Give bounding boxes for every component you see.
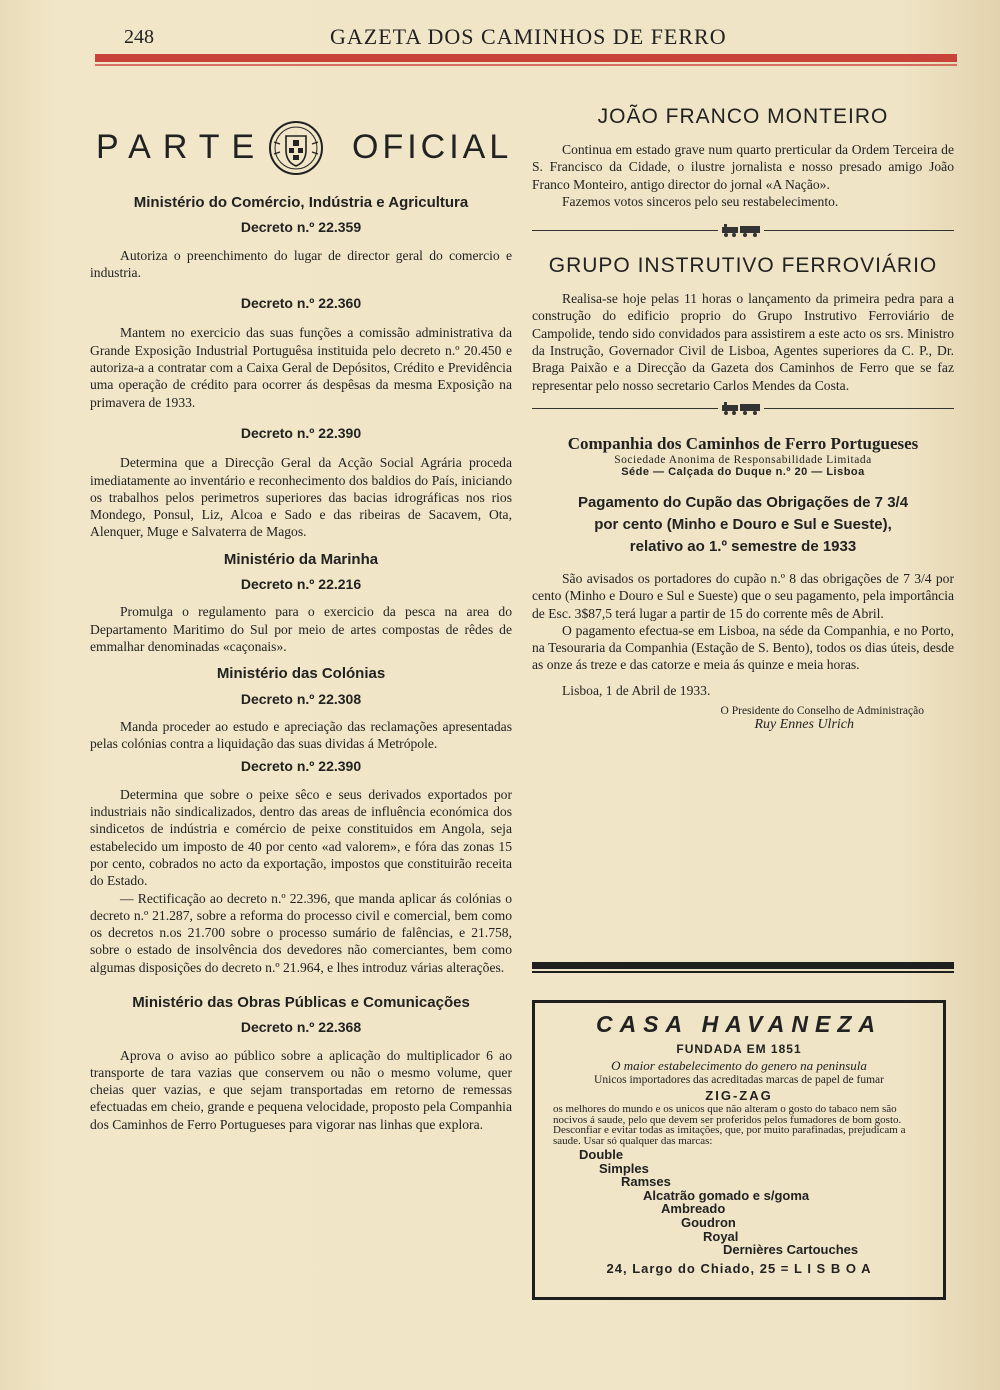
ad-founded: FUNDADA EM 1851	[676, 1042, 802, 1056]
decree-number: Decreto n.º 22.390	[240, 424, 362, 441]
signature-name: Ruy Ennes Ulrich	[754, 717, 854, 733]
ministry-heading: Ministério das Obras Públicas e Comunicações	[132, 993, 470, 1011]
ad-body: os melhores do mundo e os unicos que não alteram o gosto do tabaco nem são nocivos á saude, pelo que devem ser proferidos pelos fumadores de bom gosto. Desconfiar e evitar todas as imitações, que, por muito parafinadas, prejudicam a saude. Usar só qualquer das marcas:	[553, 1103, 906, 1147]
notice-title-line: Pagamento do Cupão das Obrigações de 7 3/4	[577, 493, 909, 511]
page-number: 248	[124, 26, 154, 48]
signature-title: O Presidente do Conselho de Administração	[720, 705, 924, 718]
ad-rule-thin	[532, 971, 954, 973]
notice-title-line: por cento (Minho e Douro e Sul e Sueste),	[594, 515, 892, 533]
notice-text: São avisados os portadores do cupão n.º 8 das obrigações de 7 3/4 por cento (Minho e Douro e Sul e Sueste) que o seu pagamento, pela importância de Esc. 3$87,5 terá lugar a partir de 15 do corrente mês de Abril.	[532, 570, 954, 621]
journal-title: GAZETA DOS CAMINHOS DE FERRO	[330, 24, 727, 49]
section-heading	[90, 120, 512, 176]
decree-text: Aprova o aviso ao público sobre a aplicação do multiplicador 6 ao transporte de tara vazias que conservem ou não o mesmo volume, quer cheias quer vazias, e que sejam transportadas em retorno de remessas efectuadas em cheio, grande e pequena velocidade, proposto pela Companhia dos Caminhos de Ferro Portugueses para vigorar nas linhas que explora.	[90, 1047, 512, 1132]
ad-brand: Goudron	[681, 1214, 736, 1230]
decree-text: Determina que sobre o peixe sêco e seus derivados exportados por industriais não sindicalizados, dentro das areas de influência económica dos sindicetos de indústria e comércio de peixe constituidos em Angola, seja estabelecido um imposto de 40 por cento «ad valorem», e fóra das zonas 15 por cento, cobrados no acto da exportação, impostos que constituirão receita do Estado.	[90, 786, 512, 889]
ad-brand: Double	[579, 1147, 624, 1162]
notice-date: Lisboa, 1 de Abril de 1933.	[562, 682, 711, 698]
ad-brand: Alcatrão gomado e s/goma	[643, 1187, 810, 1203]
decree-text: Promulga o regulamento para o exercicio da pesca na area do Departamento Maritimo do Sul por meio de artes compostas de rêdes de emmalhar denominadas «caçonais».	[90, 604, 512, 654]
article-text: Fazemos votos sinceros pelo seu restabelecimento.	[562, 193, 839, 209]
decree-text: Determina que a Direcção Geral da Acção Social Agrária proceda imediatamente ao inventário e reconhecimento dos baldios do País, iniciando os trabalhos pelos perimetros superiores das bacias idrográficas nos rios Mondego, Ponsul, Liz, Alcoa e Sado e das ribeiras de Sacavem, Ota, Alenquer, Muge e Salvaterra de Magos.	[90, 455, 512, 540]
ad-brand-zigzag: ZIG-ZAG	[705, 1088, 773, 1103]
decree-number: Decreto n.º 22.368	[240, 1019, 362, 1036]
ad-address: 24, Largo do Chiado, 25 = L I S B O A	[606, 1260, 872, 1276]
article-title: JOÃO FRANCO MONTEIRO	[597, 105, 889, 128]
ad-brand: Dernières Cartouches	[723, 1242, 859, 1258]
coat-of-arms-icon	[266, 120, 326, 176]
separator	[532, 398, 954, 418]
decree-text: Manda proceder ao estudo e apreciação das reclamações apresentadas pelas colónias contra a liquidação das suas dividas á Metrópole.	[90, 718, 512, 752]
ministry-heading: Ministério da Marinha	[223, 550, 379, 568]
article-text: Realisa-se hoje pelas 11 horas o lançamento da primeira pedra para a construção do edificio proprio do Grupo Instrutivo Ferroviário de Campolide, tendo sido convidados para assistirem a este acto os srs. Ministro da Instrução, Governador Civil de Lisboa, Agentes superiores da C. P., Dr. Braga Paixão e a Direcção da Gazeta dos Caminhos de Ferro que se faz representar pelo nosso secretario Carlos Mendes da Costa.	[532, 291, 954, 393]
ad-slogan: O maior estabelecimento do genero na peninsula	[611, 1058, 867, 1073]
ministry-heading: Ministério do Comércio, Indústria e Agricultura	[133, 194, 469, 211]
advertisement	[532, 1000, 946, 1300]
header-rule-thin	[95, 64, 957, 66]
article-title: GRUPO INSTRUTIVO FERROVIÁRIO	[548, 254, 938, 278]
company-name: Companhia dos Caminhos de Ferro Portugueses	[567, 433, 919, 453]
header-rule	[95, 54, 957, 62]
decree-number: Decreto n.º 22.390	[240, 758, 362, 775]
notice-title-line: relativo ao 1.º semestre de 1933	[629, 537, 857, 555]
decree-number: Decreto n.º 22.216	[240, 576, 362, 593]
ministry-heading: Ministério das Colónias	[216, 665, 386, 683]
ad-rule	[532, 962, 954, 969]
right-column	[532, 105, 954, 733]
notice-text: O pagamento efectua-se em Lisboa, na séde da Companhia, e no Porto, na Tesouraria da Companhia (Estação de S. Bento), todos os dias úteis, desde as onze ás treze e das catorze e meia ás quinze e meia horas.	[532, 622, 954, 673]
left-column	[90, 120, 512, 1133]
ad-importers: Unicos importadores das acreditadas marcas de papel de fumar	[594, 1074, 884, 1086]
separator	[532, 220, 954, 240]
article-text: Continua em estado grave num quarto prerticular da Ordem Terceira de S. Francisco da Cidade, o ilustre jornalista e nosso presado amigo João Franco Monteiro, antigo director do jornal «A Nação».	[532, 142, 954, 192]
decree-number: Decreto n.º 22.359	[240, 219, 362, 236]
train-icon	[718, 222, 764, 238]
rectification-text: — Rectificação ao decreto n.º 22.396, que manda aplicar ás colónias o decreto n.º 21.287, sobre a reforma do processo civil e comercial, bem como os decretos n.os 21.700 sobre o processo sumário de falências, e 21.758, sobre o estado de insolvência dos devedores não comerciantes, bem como algumas disposições do decreto n.º 21.964, e lhes introduz várias alterações.	[90, 890, 512, 975]
section-word-oficial: OFICIAL	[352, 128, 513, 166]
page-header	[90, 22, 970, 52]
section-word-parte: PARTE	[96, 128, 267, 166]
decree-number: Decreto n.º 22.360	[240, 295, 362, 312]
ad-brand: Ramses	[621, 1174, 671, 1190]
ad-brand: Royal	[703, 1228, 739, 1244]
decree-text: Mantem no exercicio das suas funções a comissão administrativa da Grande Exposição Industrial Portuguêsa instituida pelo decreto n.º 20.450 e autoriza-a a contratar com a Caixa Geral de Depósitos, Crédito e Previdência uma operação de crédito para ocorrer ás despêsas da mesma Exposição na primavera de 1933.	[90, 325, 512, 410]
train-icon	[718, 400, 764, 416]
company-address: Séde — Calçada do Duque n.º 20 — Lisboa	[621, 465, 865, 478]
company-subtitle: Sociedade Anonima de Responsabilidade Limitada	[614, 453, 872, 466]
ad-title: CASA HAVANEZA	[595, 1011, 883, 1037]
ad-brand: Simples	[599, 1160, 649, 1176]
notice-title	[532, 492, 954, 558]
decree-number: Decreto n.º 22.308	[240, 690, 362, 707]
decree-text: Autoriza o preenchimento do lugar de director geral do comercio e industria.	[90, 247, 512, 280]
ad-brand: Ambreado	[661, 1201, 726, 1217]
